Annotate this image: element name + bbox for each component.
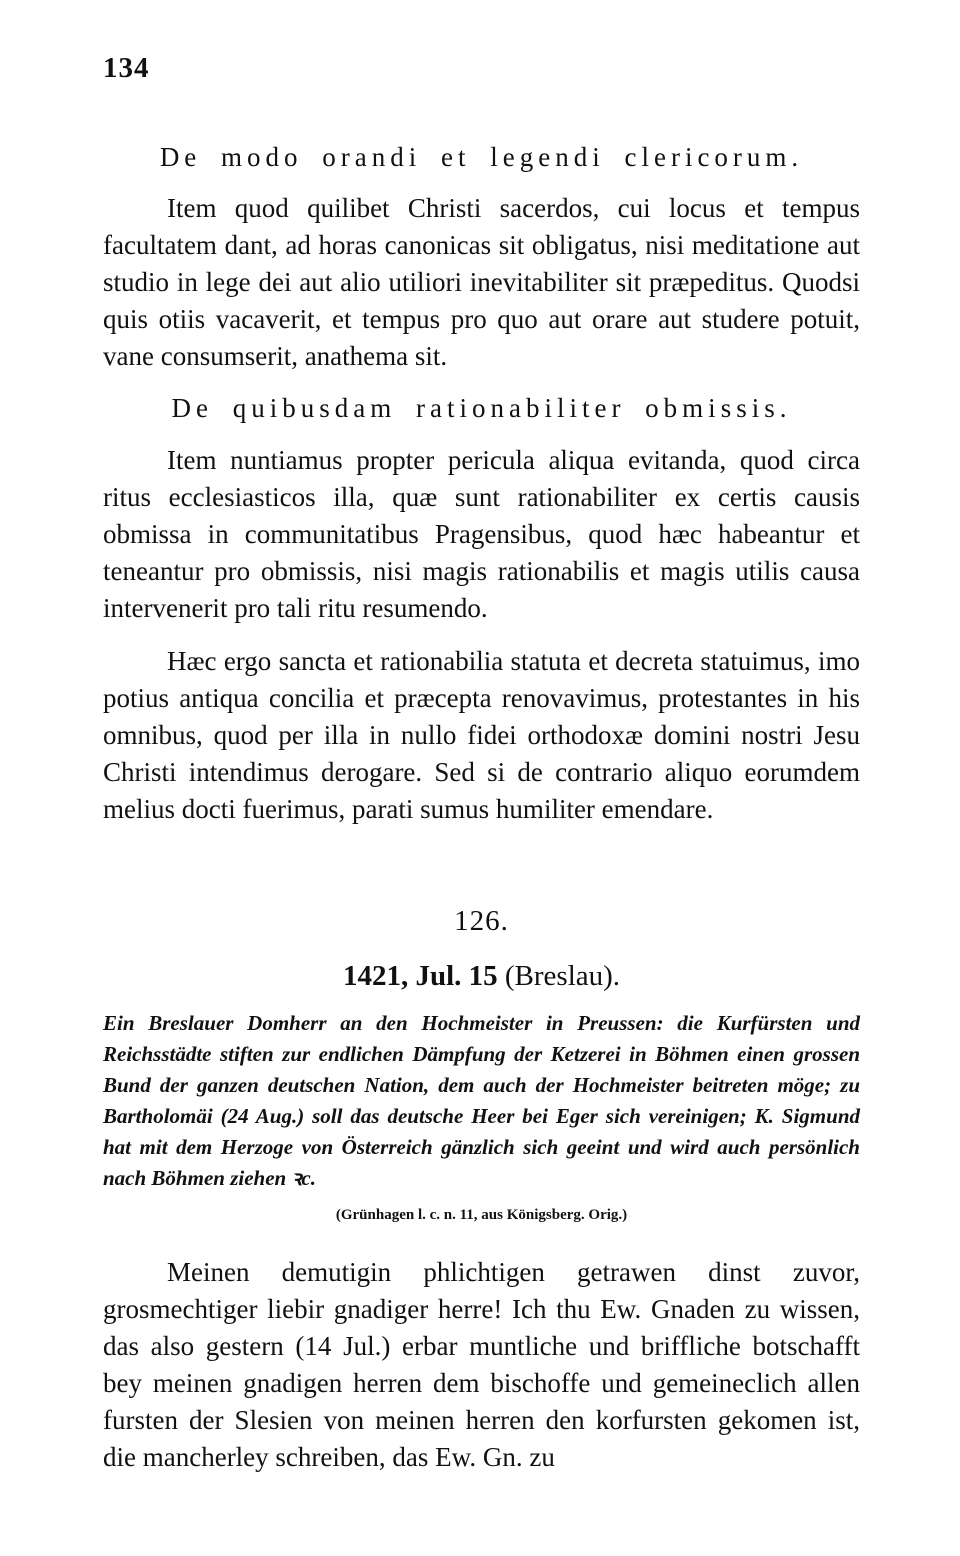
page-number: 134 — [103, 52, 150, 84]
document-date: 1421, Jul. 15 — [342, 960, 498, 992]
source-citation: (Grünhagen l. c. n. 11, aus Königsberg. Orig.) — [335, 1207, 628, 1223]
document-place: (Breslau). — [504, 960, 621, 992]
closing-paragraph: Hæc ergo sancta et rationabilia statuta et decreta statuimus, imo potius antiqua concilia et præcepta renovavimus, protestantes in his omnibus, quod per illa in nullo fidei orthodoxæ domini nostri Jesu Christi intendimus derogare. Sed si de contrario aliquo eorumdem melius docti fuerimus, parati sumus humiliter emendare. — [103, 646, 860, 824]
document-summary: Ein Breslauer Domherr an den Hochmeister in Preussen: die Kurfürsten und Reichsstädte stiften zur endlichen Dämpfung der Ketzerei in Böhmen einen grossen Bund der ganzen deutschen Nation, dem auch der Hochmeister beitreten möge; zu Bartholomäi (24 Aug.) soll das deutsche Heer bei Eger sich vereinigen; K. Sigmund hat mit dem Herzoge von Österreich gänzlich sich geeint und wird auch persönlich nach Böhmen ziehen ꝛc. — [103, 1011, 860, 1190]
section-heading-modo-orandi: De modo orandi et legendi clericorum. — [159, 142, 804, 172]
section-heading-obmissis: De quibusdam rationabiliter obmissis. — [171, 393, 792, 423]
section-paragraph-modo-orandi: Item quod quilibet Christi sacerdos, cui locus et tempus facultatem dant, ad horas canonicas sit obligatus, nisi meditatione aut studio in lege dei aut alio utiliori inevitabiliter sit præpeditus. Quodsi quis otiis vacaverit, et tempus pro quo aut orare aut studere potuit, vane consumserit, anathema sit. — [103, 193, 860, 371]
document-date-line — [103, 960, 860, 993]
letter-text: Meinen demutigin phlichtigen getrawen dinst zuvor, grosmechtiger liebir gnadiger herre! Ich thu Ew. Gnaden zu wissen, das also gestern (14 Jul.) erbar muntliche und briffliche botschafft bey meinen gnadigen herren dem bischoffe und gemeineclich allen fursten der Slesien von meinen herren den korfursten gekomen ist, die mancherley schreiben, das Ew. Gn. zu — [103, 1257, 860, 1472]
document-number: 126. — [454, 905, 509, 937]
section-paragraph-obmissis: Item nuntiamus propter pericula aliqua evitanda, quod circa ritus ecclesiasticos illa, quæ sunt rationabiliter ex certis causis obmissa in communitatibus Pragensibus, quod hæc habeantur et teneantur pro obmissis, nisi magis rationabilis et magis utilis causa intervenerit pro tali ritu resumendo. — [103, 445, 860, 623]
